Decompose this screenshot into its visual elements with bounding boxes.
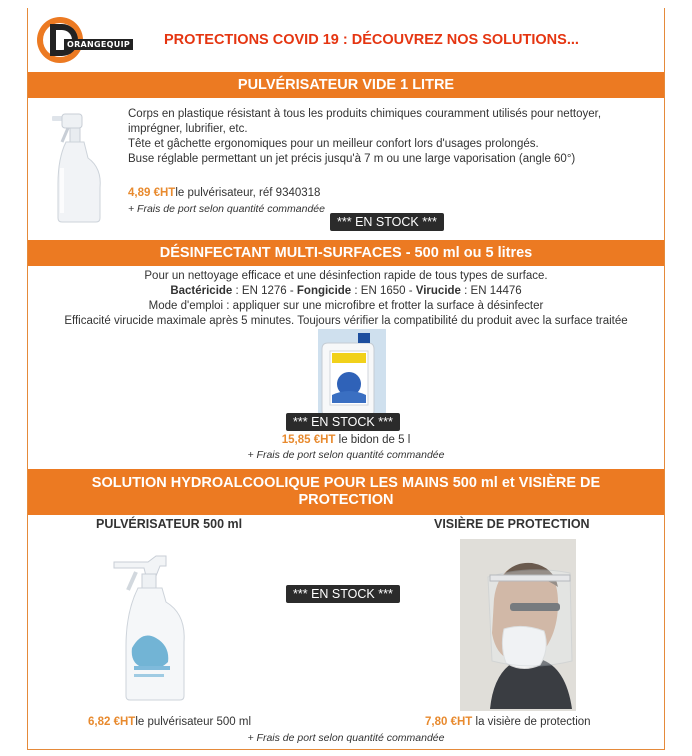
desc-line: Corps en plastique résistant à tous les produits chimiques couramment utilisés pour nettoyer, [128,108,602,120]
section-title-hydroalcoholic: SOLUTION HYDROALCOOLIQUE POUR LES MAINS 500 ml et VISIÈRE DE PROTECTION [28,469,664,515]
face-shield-price [425,716,591,728]
shipping-note: + Frais de port selon quantité commandée [247,732,445,744]
spray-bottle-price [128,186,658,201]
norm-label: Fongicide [296,285,352,297]
price-amount: 15,85 €HT [281,434,336,446]
price-amount: 4,89 €HT [128,187,176,199]
price-suffix: le pulvérisateur 500 ml [135,716,252,728]
price-suffix: le pulvérisateur, réf 9340318 [175,187,321,199]
norms-line [28,284,664,299]
disinfectant-can-image [318,329,386,419]
desc-line: Pour un nettoyage efficace et une désinfection rapide de tous types de surface. [144,270,548,282]
spray-bottle-description [128,107,658,217]
shipping-note: + Frais de port selon quantité commandée [128,203,325,215]
desc-line: Buse réglable permettant un jet précis jusqu'à 7 m ou une large vaporisation (angle 60°) [128,153,576,165]
disinfectant-price [28,434,664,446]
price-amount: 6,82 €HT [88,716,136,728]
stock-badge: *** EN STOCK *** [286,413,400,431]
norm-value: : EN 1276 - [232,285,297,297]
price-amount: 7,80 €HT [425,716,473,728]
norm-label: Bactéricide [170,285,233,297]
desc-line: imprégner, lubrifier, etc. [128,123,248,135]
stock-badge: *** EN STOCK *** [330,213,444,231]
hydroalcoholic-spray-image [108,548,188,706]
brand-logo[interactable] [34,14,131,66]
desc-line: Efficacité virucide maximale après 5 minutes. Toujours vérifier la compatibilité du produit avec la surface traitée [64,315,628,327]
subtitle-spray-500ml: PULVÉRISATEUR 500 ml [96,517,243,531]
header [28,8,664,70]
page-headline: PROTECTIONS COVID 19 : DÉCOUVREZ NOS SOLUTIONS... [164,32,579,48]
stock-badge: *** EN STOCK *** [286,585,400,603]
newsletter-frame [27,8,665,750]
shipping-note: + Frais de port selon quantité commandée [247,449,445,461]
face-shield-image [460,539,576,711]
price-suffix: la visière de protection [472,716,591,728]
norm-label: Virucide [415,285,461,297]
desc-line: Tête et gâchette ergonomiques pour un meilleur confort lors d'usages prolongés. [128,138,539,150]
section-title-spray-bottle: PULVÉRISATEUR VIDE 1 LITRE [28,72,664,98]
norm-value: : EN 1650 - [351,285,416,297]
section-title-disinfectant: DÉSINFECTANT MULTI-SURFACES - 500 ml ou 5 litres [28,240,664,266]
logo-text: ORANGEQUIP [64,39,133,50]
spray-500ml-price [88,716,251,728]
desc-line: Mode d'emploi : appliquer sur une microfibre et frotter la surface à désinfecter [148,300,544,312]
subtitle-face-shield: VISIÈRE DE PROTECTION [434,517,590,531]
disinfectant-description [28,269,664,329]
price-suffix: le bidon de 5 l [335,434,411,446]
spray-bottle-1l-image [48,108,106,224]
norm-value: : EN 14476 [460,285,522,297]
